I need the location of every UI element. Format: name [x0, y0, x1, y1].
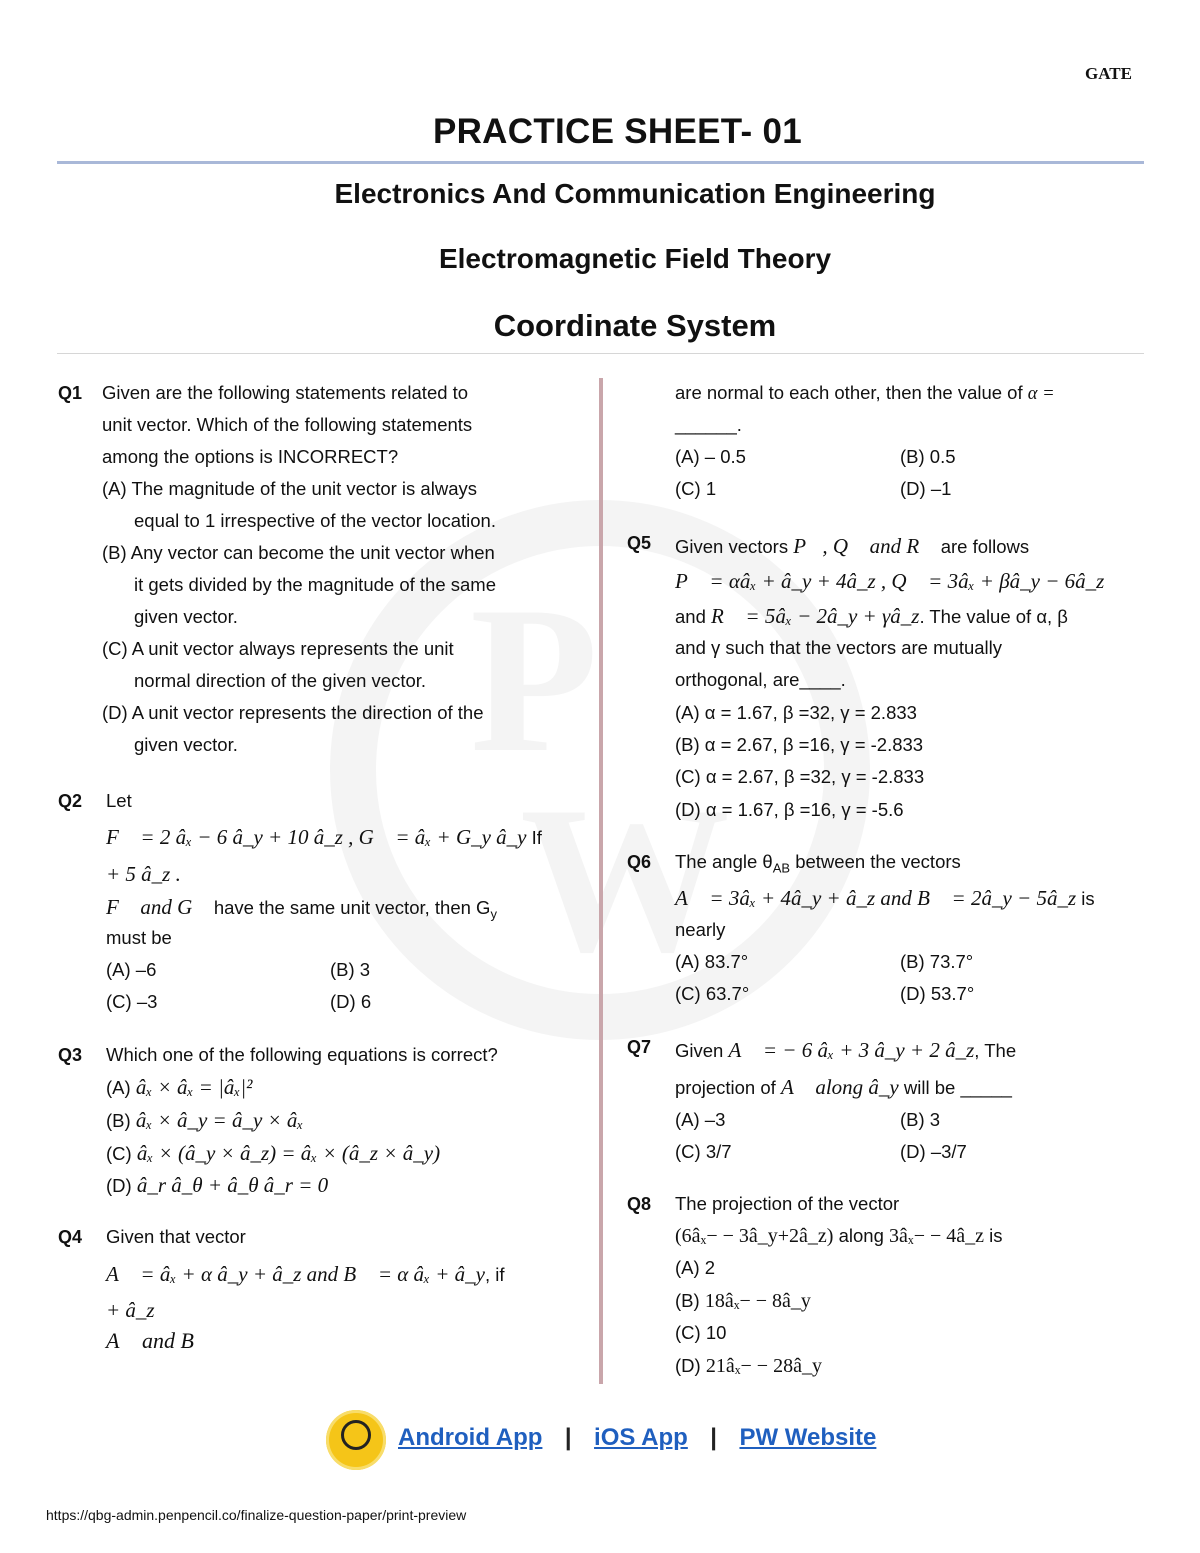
- q7-option-b: (B) 3: [900, 1109, 941, 1130]
- q2-option-d: (D) 6: [330, 991, 372, 1012]
- header-divider: [57, 353, 1144, 354]
- q2-equation-1: F⃗ = 2 âₓ − 6 â_y + 10 â_z , G⃗ = âₓ + G_y â_y If: [106, 825, 542, 849]
- q5-text-3: orthogonal, are____.: [675, 669, 846, 690]
- q4-number: Q4: [58, 1227, 83, 1247]
- q5-option-b: (B) α = 2.67, β =16, γ = -2.833: [675, 734, 924, 755]
- q6-option-a: (A) 83.7°: [675, 951, 749, 972]
- q8-option-a: (A) 2: [675, 1257, 716, 1278]
- footer-links: [398, 1424, 876, 1452]
- q2-option-c: (C) –3: [106, 991, 158, 1012]
- footer-separator: |: [710, 1424, 717, 1451]
- q7-number: Q7: [627, 1037, 652, 1057]
- q3-option-d: (D) â_r â_θ + â_θ â_r = 0: [106, 1173, 329, 1197]
- q2-number: Q2: [58, 791, 83, 811]
- q6-equation: A⃗ = 3âₓ + 4â_y + â_z and B⃗ = 2â_y − 5â_z is: [675, 886, 1095, 910]
- q6-option-d: (D) 53.7°: [900, 983, 975, 1004]
- q4-equation-1: A⃗ = âₓ + α â_y + â_z and B⃗ = α âₓ + â_y, if: [106, 1262, 505, 1286]
- q3-number: Q3: [58, 1045, 83, 1065]
- pw-logo-icon: [326, 1410, 386, 1470]
- q1-option-d: (D) A unit vector represents the direction of the given vector.: [102, 702, 484, 755]
- pw-website-link[interactable]: PW Website: [739, 1424, 877, 1451]
- q8-option-c: (C) 10: [675, 1322, 727, 1343]
- q8-text: The projection of the vector: [675, 1193, 900, 1214]
- q1-number: Q1: [58, 383, 83, 403]
- q4-option-b: (B) 0.5: [900, 446, 956, 467]
- q6-option-c: (C) 63.7°: [675, 983, 750, 1004]
- q5-text-2: and γ such that the vectors are mutually: [675, 637, 1003, 658]
- q3-option-a: (A) âₓ × âₓ = |âₓ|²: [106, 1075, 253, 1099]
- q4-equation-3: A⃗ and B⃗: [106, 1328, 212, 1353]
- q5-equation-1: P⃗ = αâₓ + â_y + 4â_z , Q⃗ = 3âₓ + βâ_y − 6â_z: [675, 569, 1105, 593]
- q4-option-d: (D) –1: [900, 478, 952, 499]
- q6-option-b: (B) 73.7°: [900, 951, 974, 972]
- q8-equation: (6âₓ− − 3â_y+2â_z) along 3âₓ− − 4â_z is: [675, 1225, 1003, 1247]
- topic-heading: Coordinate System: [493, 308, 777, 343]
- q5-text: Given vectors P⃗, Q⃗ and R⃗ are follows: [675, 534, 1030, 558]
- q3-option-b: (B) âₓ × â_y = â_y × âₓ: [106, 1108, 304, 1132]
- q7-text: Given A⃗ = − 6 âₓ + 3 â_y + 2 â_z, The: [675, 1038, 1017, 1062]
- q2-option-a: (A) –6: [106, 959, 157, 980]
- q1-option-a: (A) The magnitude of the unit vector is always equal to 1 irrespective of the vector location.: [102, 478, 496, 531]
- q7-text-2: projection of A⃗ along â_y will be _____: [675, 1075, 1012, 1099]
- branch-heading: Electronics And Communication Engineering: [334, 178, 936, 209]
- q5-equation-2: and R⃗ = 5âₓ − 2â_y + γâ_z. The value of α, β: [675, 604, 1068, 628]
- q7-option-a: (A) –3: [675, 1109, 726, 1130]
- q3-text: Which one of the following equations is correct?: [106, 1044, 498, 1065]
- q5-option-a: (A) α = 1.67, β =32, γ = 2.833: [675, 702, 917, 723]
- q4-blank: ______.: [675, 414, 742, 435]
- q5-option-c: (C) α = 2.67, β =32, γ = -2.833: [675, 766, 925, 787]
- q8-number: Q8: [627, 1194, 652, 1214]
- android-app-link[interactable]: Android App: [398, 1424, 543, 1451]
- q6-text-2: nearly: [675, 919, 726, 940]
- title-rule: [57, 161, 1144, 164]
- q1-option-c: (C) A unit vector always represents the unit normal direction of the given vector.: [102, 638, 454, 691]
- q1-option-b: (B) Any vector can become the unit vector when it gets divided by the magnitude of the same given vector.: [102, 542, 496, 627]
- q4-option-a: (A) – 0.5: [675, 446, 746, 467]
- ios-app-link[interactable]: iOS App: [594, 1424, 688, 1451]
- q5-number: Q5: [627, 533, 652, 553]
- exam-label: GATE: [1085, 64, 1132, 83]
- q4-equation-2: + â_z: [106, 1298, 155, 1322]
- q2-let: Let: [106, 790, 132, 811]
- footer-separator: |: [564, 1424, 572, 1451]
- print-url: https://qbg-admin.penpencil.co/finalize-question-paper/print-preview: [46, 1507, 467, 1523]
- q5-option-d: (D) α = 1.67, β =16, γ = -5.6: [675, 799, 904, 820]
- q6-text: The angle $\theta_{AB}$ between the vectors: [675, 851, 961, 876]
- q4-option-c: (C) 1: [675, 478, 717, 499]
- q8-option-d: (D) 21âₓ− − 28â_y: [675, 1355, 822, 1377]
- q2-statement: F⃗ and G⃗ have the same unit vector, then $G_y$: [106, 895, 497, 922]
- page-title: PRACTICE SHEET- 01: [432, 112, 803, 151]
- q2-must-be: must be: [106, 927, 172, 948]
- q3-option-c: (C) âₓ × (â_y × â_z) = âₓ × (â_z × â_y): [106, 1141, 441, 1165]
- q7-option-d: (D) –3/7: [900, 1141, 967, 1162]
- q1-text: Given are the following statements related to unit vector. Which of the following statements among the options is INCORRECT? (A) The magnitude of the unit vector is always equal to 1 irrespective of the vector location. (B) Any vector can become the unit vector when it gets divided by the magnitude of the same given vector. (C) A unit vector always represents the unit normal direction of the given vector. (D) A unit vector represents the direction of the given vector.: [102, 377, 496, 761]
- q6-number: Q6: [627, 852, 652, 872]
- subject-heading: Electromagnetic Field Theory: [438, 243, 832, 274]
- q4-text: Given that vector: [106, 1226, 246, 1247]
- q8-option-b: (B) 18âₓ− − 8â_y: [675, 1290, 811, 1312]
- q4-continued: are normal to each other, then the value of α =: [675, 382, 1055, 404]
- q7-option-c: (C) 3/7: [675, 1141, 732, 1162]
- q2-option-b: (B) 3: [330, 959, 371, 980]
- q2-equation-2: + 5 â_z .: [106, 862, 181, 886]
- column-divider: [599, 378, 603, 1384]
